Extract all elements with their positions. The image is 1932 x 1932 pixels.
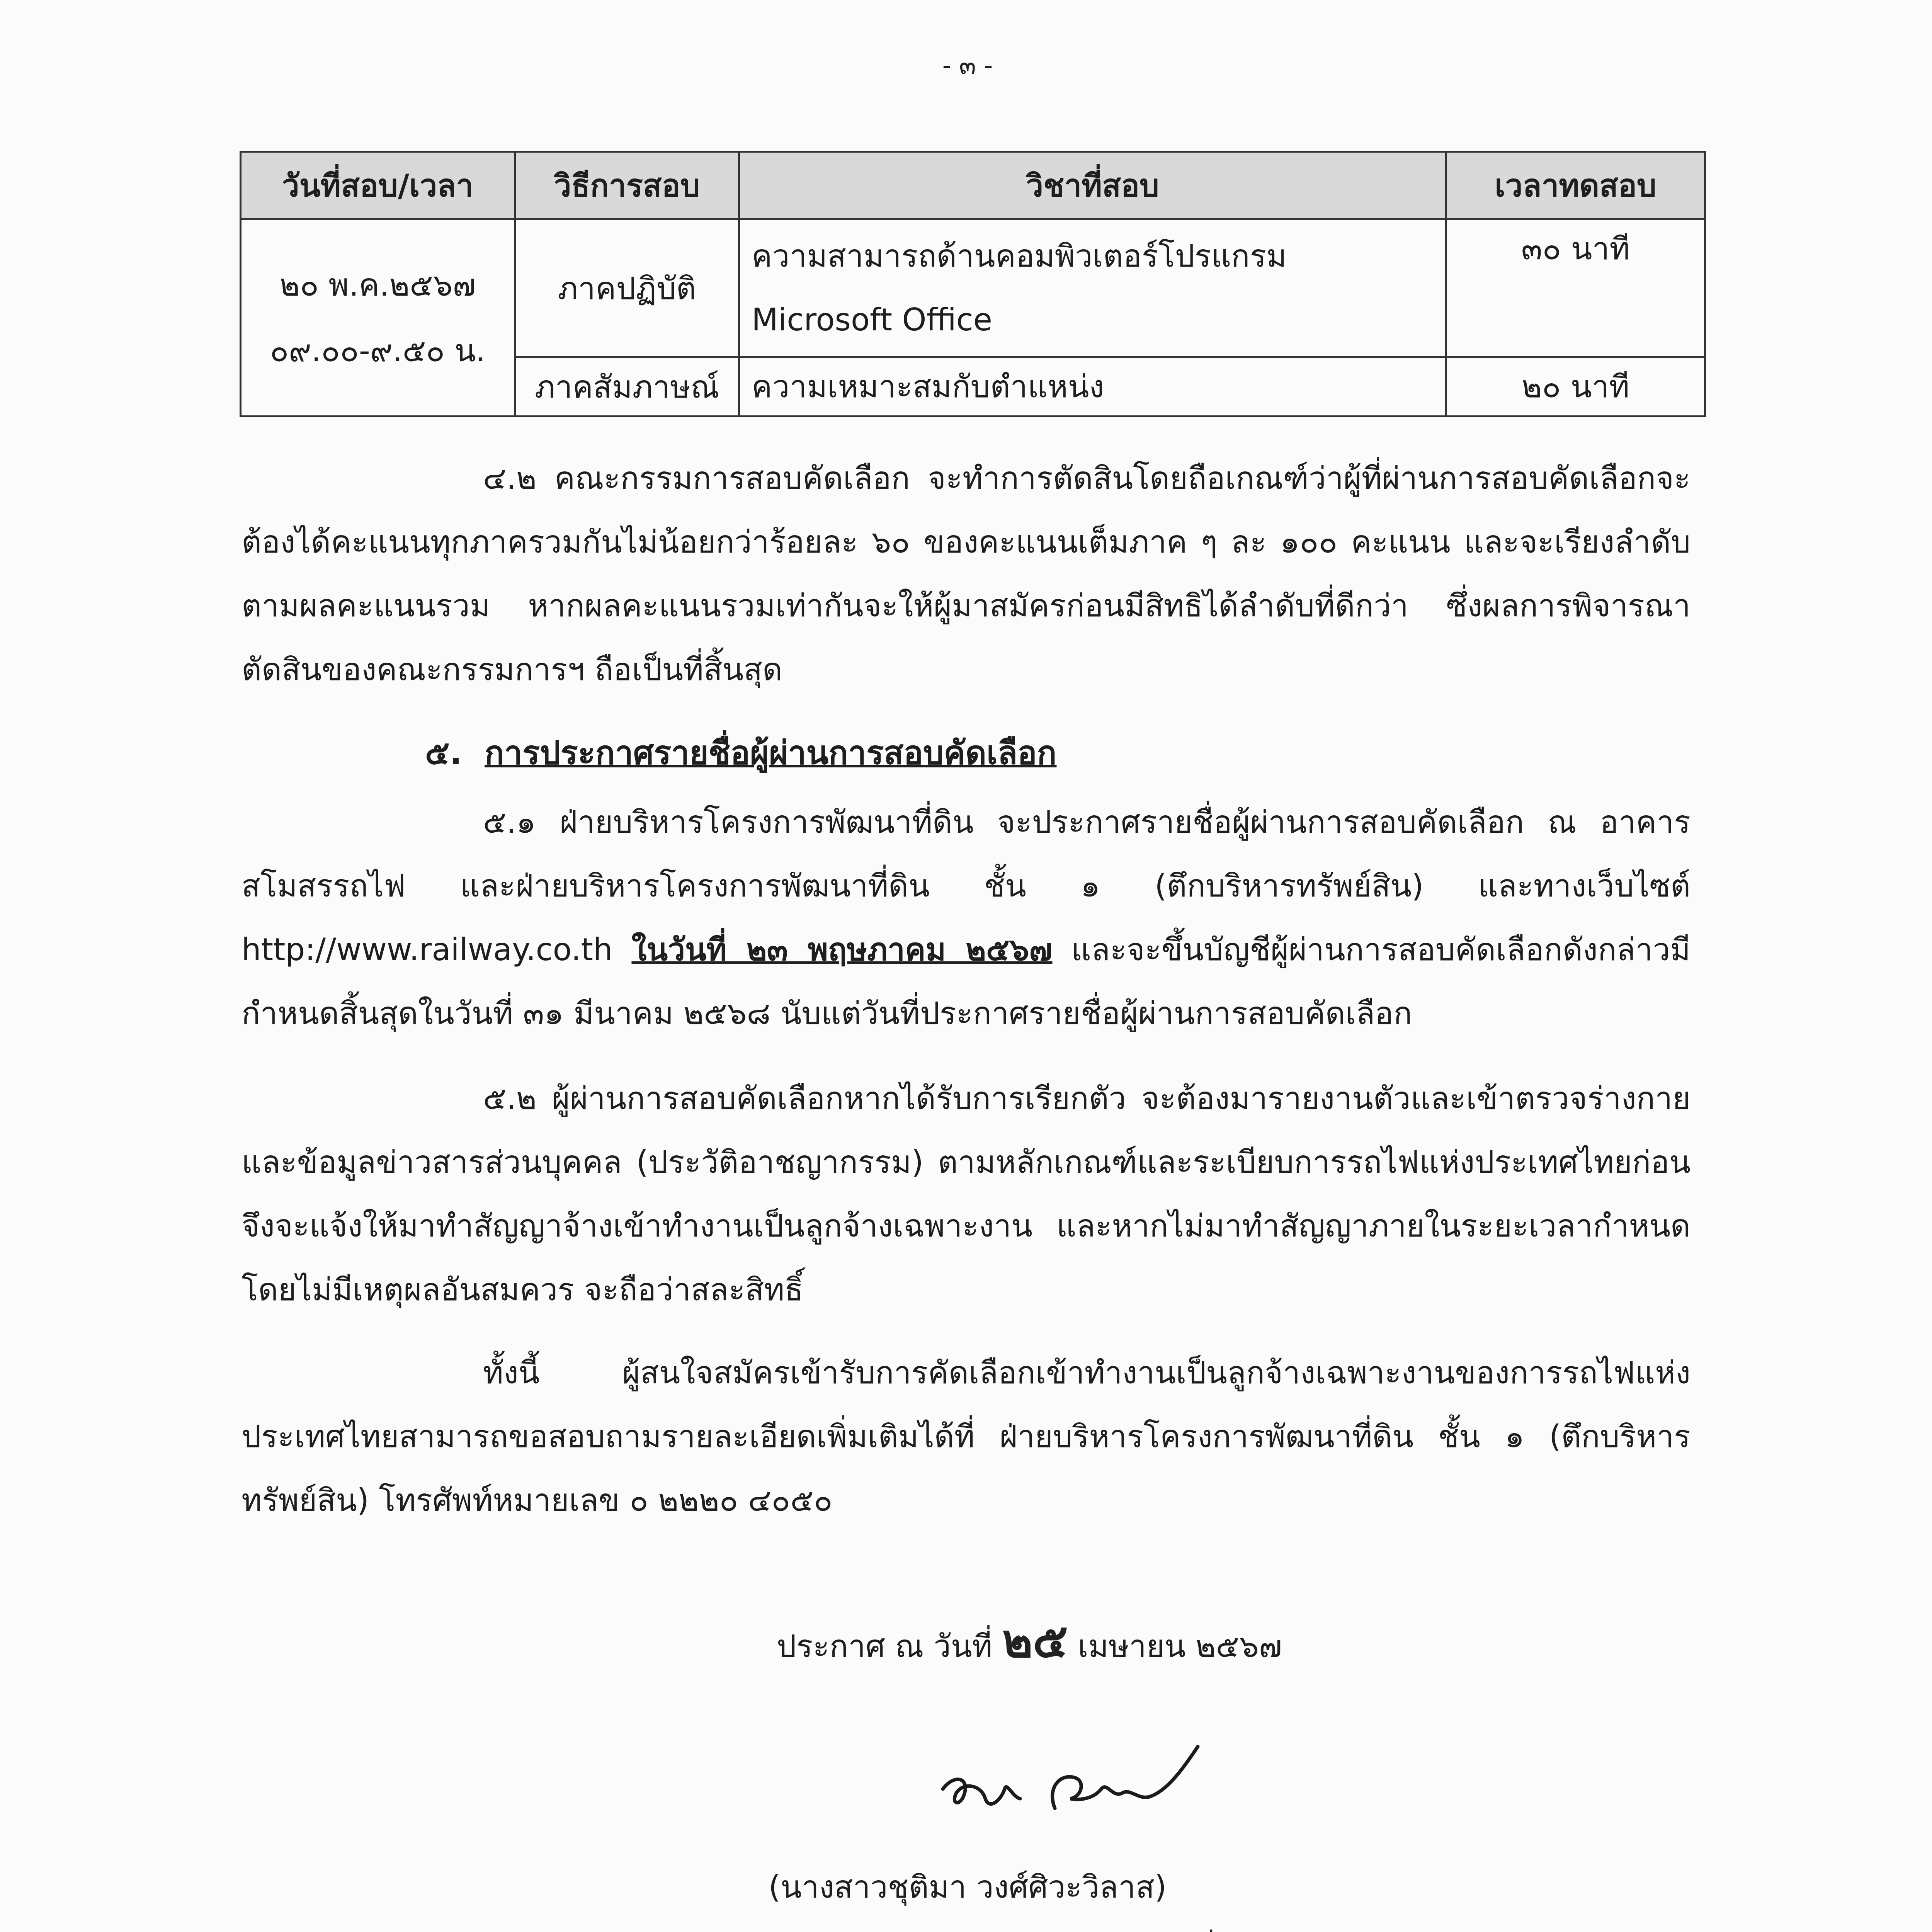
exam-date-cell — [241, 219, 515, 417]
paragraph-5-1-text: ๕.๑ ฝ่ายบริหารโครงการพัฒนาที่ดิน จะประกาศรายชื่อผู้ผ่านการสอบคัดเลือก ณ อาคารสโมสรรถไฟ และฝ่ายบริหารโครงการพัฒนาที่ดิน ชั้น ๑ (ตึกบริหารทรัพย์สิน) และทางเว็บไซต์ http://www.railway.co.th — [242, 804, 1690, 968]
header-exam-duration: เวลาทดสอบ — [1446, 152, 1705, 219]
duration-cell: ๓๐ นาที — [1446, 219, 1705, 357]
paragraph-5-2: ๕.๒ ผู้ผ่านการสอบคัดเลือกหากได้รับการเรียกตัว จะต้องมารายงานตัวและเข้าตรวจร่างกายและข้อมูลข่าวสารส่วนบุคคล (ประวัติอาชญากรรม) ตามหลักเกณฑ์และระเบียบการรถไฟแห่งประเทศไทยก่อนจึงจะแจ้งให้มาทำสัญญาจ้างเข้าทำงานเป็นลูกจ้างเฉพาะงาน และหากไม่มาทำสัญญาภายในระยะเวลากำหนดโดยไม่มีเหตุผลอันสมควร จะถือว่าสละสิทธิ์ — [242, 1080, 1690, 1308]
handwritten-day: ๒๕ — [1002, 1614, 1068, 1668]
method-cell: ภาคปฏิบัติ — [515, 219, 739, 357]
section-5-title: การประกาศรายชื่อผู้ผ่านการสอบคัดเลือก — [484, 734, 1057, 772]
header-exam-date: วันที่สอบ/เวลา — [241, 152, 515, 219]
header-exam-subject: วิชาที่สอบ — [739, 152, 1446, 219]
section-5-heading — [425, 726, 1056, 778]
signer-title — [0, 1926, 1932, 1932]
header-exam-method: วิธีการสอบ — [515, 152, 739, 219]
subject-cell: ความสามารถด้านคอมพิวเตอร์โปรแกรม Microsoft Office — [739, 219, 1446, 357]
table-row — [241, 219, 1705, 357]
exam-date: ๒๐ พ.ค.๒๕๖๗ — [279, 267, 476, 303]
paragraph-5-1-text-cont: และจะขึ้นบัญชีผู้ผ่านการสอบคัดเลือกดังกล่าวมีกำหนดสิ้นสุดในวันที่ ๓๑ มีนาคม ๒๕๖๘ นับแต่วันที่ประกาศรายชื่อผู้ผ่านการสอบคัดเลือก — [242, 932, 1691, 1031]
announcement-date-emphasis: ในวันที่ ๒๓ พฤษภาคม ๒๕๖๗ — [631, 932, 1053, 968]
signer-name: (นางสาวชุติมา วงศ์ศิวะวิลาส) — [768, 1869, 1167, 1905]
announcement-prefix: ประกาศ ณ วันที่ — [777, 1628, 993, 1664]
exam-time: ๐๙.๐๐-๙.๕๐ น. — [270, 332, 486, 369]
page-number: - ๓ - — [942, 51, 993, 80]
duration-cell: ๒๐ นาที — [1446, 357, 1705, 417]
announcement-month-year: เมษายน ๒๕๖๗ — [1078, 1628, 1282, 1664]
section-5-number: ๕. — [425, 734, 462, 772]
table-header-row — [241, 152, 1705, 219]
exam-schedule-table — [240, 151, 1706, 417]
method-cell: ภาคสัมภาษณ์ — [515, 357, 739, 417]
closing-paragraph: ทั้งนี้ ผู้สนใจสมัครเข้ารับการคัดเลือกเข้าทำงานเป็นลูกจ้างเฉพาะงานของการรถไฟแห่งประเทศไทยสามารถขอสอบถามรายละเอียดเพิ่มเติมได้ที่ ฝ่ายบริหารโครงการพัฒนาที่ดิน ชั้น ๑ (ตึกบริหารทรัพย์สิน) โทรศัพท์หมายเลข ๐ ๒๒๒๐ ๔๐๕๐ — [242, 1355, 1690, 1518]
paragraph-4-2: ๔.๒ คณะกรรมการสอบคัดเลือก จะทำการตัดสินโดยถือเกณฑ์ว่าผู้ที่ผ่านการสอบคัดเลือกจะต้องได้คะแนนทุกภาครวมกันไม่น้อยกว่าร้อยละ ๖๐ ของคะแนนเต็มภาค ๆ ละ ๑๐๐ คะแนน และจะเรียงลำดับตามผลคะแนนรวม หากผลคะแนนรวมเท่ากันจะให้ผู้มาสมัครก่อนมีสิทธิได้ลำดับที่ดีกว่า ซึ่งผลการพิจารณาตัดสินของคณะกรรมการฯ ถือเป็นที่สิ้นสุด — [242, 460, 1690, 687]
subject-cell: ความเหมาะสมกับตำแหน่ง — [739, 357, 1446, 417]
paragraph-5-1 — [242, 790, 1690, 1045]
announcement-date-line — [777, 1604, 1282, 1677]
handwritten-signature — [927, 1731, 1221, 1832]
